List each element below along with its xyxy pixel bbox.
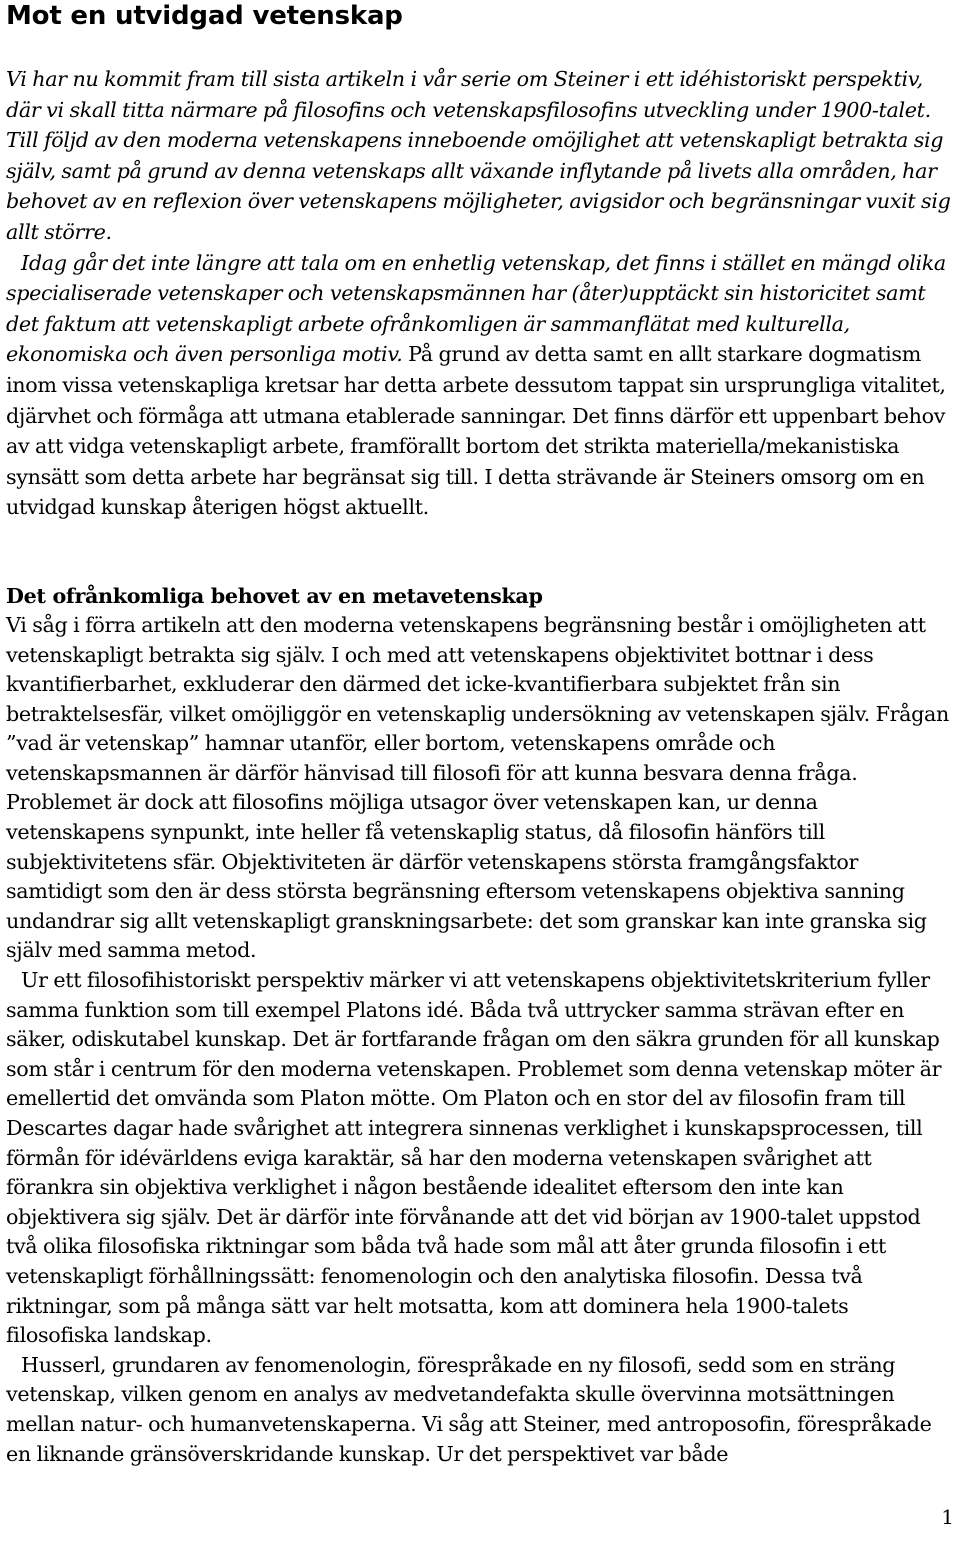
body-paragraph: Vi såg i förra artikeln att den moderna vetenskapens begränsning består i omöjligheten att vetenskapligt betrakta sig själv. I och med att vetenskapens objektivitet bottnar i dess kvantifierbarhet, exkluderar den därmed det icke-kvantifierbara subjektet från sin betraktelsesfär, vilket omöjliggör en vetenskaplig undersökning av vetenskapen själv. Frågan ”vad är vetenskap” hamnar utanför, eller bortom, vetenskapens område och vetenskapsmannen är därför hänvisad till filosofi för att kunna besvara denna fråga. Problemet är dock att filosofins möjliga utsagor över vetenskapen kan, ur denna vetenskapens synpunkt, inte heller få vetenskaplig status, då filosofin hänförs till subjektivitetens sfär. Objektiviteten är därför vetenskapens största framgångsfaktor samtidigt som den är dess största begränsning eftersom vetenskapens objektiva sanning undandrar sig allt vetenskapligt granskningsarbete: det som granskar kan inte granska sig själv med samma metod. — [6, 612, 949, 963]
intro-paragraph — [6, 248, 954, 523]
body-paragraph: Husserl, grundaren av fenomenologin, förespråkade en ny filosofi, sedd som en sträng vetenskap, vilken genom en analys av medvetandefakta skulle övervinna motsättningen mellan natur- och humanvetenskaperna. Vi såg att Steiner, med antroposofin, förespråkade en liknande gränsöverskridande kunskap. Ur det perspektivet var både — [6, 1352, 932, 1466]
body-paragraph: Ur ett filosofihistoriskt perspektiv märker vi att vetenskapens objektivitetskriterium fyller samma funktion som till exempel Platons idé. Båda två uttrycker samma strävan efter en säker, odiskutabel kunskap. Det är fortfarande frågan om den säkra grunden för all kunskap som står i centrum för den moderna vetenskapen. Problemet som denna vetenskap möter är emellertid det omvända som Platon mötte. Om Platon och en stor del av filosofin fram till Descartes dagar hade svårighet att integrera sinnenas verklighet i kunskapsprocessen, till förmån för idévärldens eviga karaktär, så har den moderna vetenskapen svårighet att förankra sin objektiva verklighet i någon bestående idealitet eftersom den inte kan objektivera sig själv. Det är därför inte förvånande att det vid början av 1900-talet uppstod två olika filosofiska riktningar som båda två hade som mål att åter grunda filosofin i ett vetenskapligt förhållningssätt: fenomenologin och den analytiska filosofin. Dessa två riktningar, som på många sätt var helt motsatta, kom att dominera hela 1900-talets filosofiska landskap. — [6, 968, 942, 1348]
section-body — [6, 611, 954, 1469]
intro-section — [6, 64, 954, 523]
section-heading: Det ofrånkomliga behovet av en metavetenskap — [6, 583, 543, 608]
page-number: 1 — [941, 1505, 954, 1529]
intro-upright-text: På grund av detta samt en allt starkare dogmatism inom vissa vetenskapliga kretsar har detta arbete dessutom tappat sin ursprungliga vitalitet, djärvhet och förmåga att utmana etablerade sanningar. Det finns därför ett uppenbart behov av att vidga vetenskapligt arbete, framförallt bortom det strikta materiella/mekanistiska synsätt som detta arbete har begränsat sig till. I detta strävande är Steiners omsorg om en utvidgad kunskap återigen högst aktuellt. — [6, 342, 946, 520]
intro-italic-text: Idag går det inte längre att tala om en enhetlig vetenskap, det finns i stället en mängd olika specialiserade vetenskaper och vetenskapsmännen har (åter)upptäckt sin historicitet samt det faktum att vetenskapligt arbete ofrånkomligen är sammanflätat med kulturella, ekonomiska och även personliga motiv. — [6, 250, 946, 367]
intro-paragraph: Vi har nu kommit fram till sista artikeln i vår serie om Steiner i ett idéhistoriskt perspektiv, där vi skall titta närmare på filosofins och vetenskapsfilosofins utveckling under 1900-talet. Till följd av den moderna vetenskapens inneboende omöjlighet att vetenskapligt betrakta sig själv, samt på grund av denna vetenskaps allt växande inflytande på livets alla områden, har behovet av en reflexion över vetenskapens möjligheter, avigsidor och begränsningar vuxit sig allt större. — [6, 67, 951, 244]
document-title: Mot en utvidgad vetenskap — [6, 1, 403, 31]
